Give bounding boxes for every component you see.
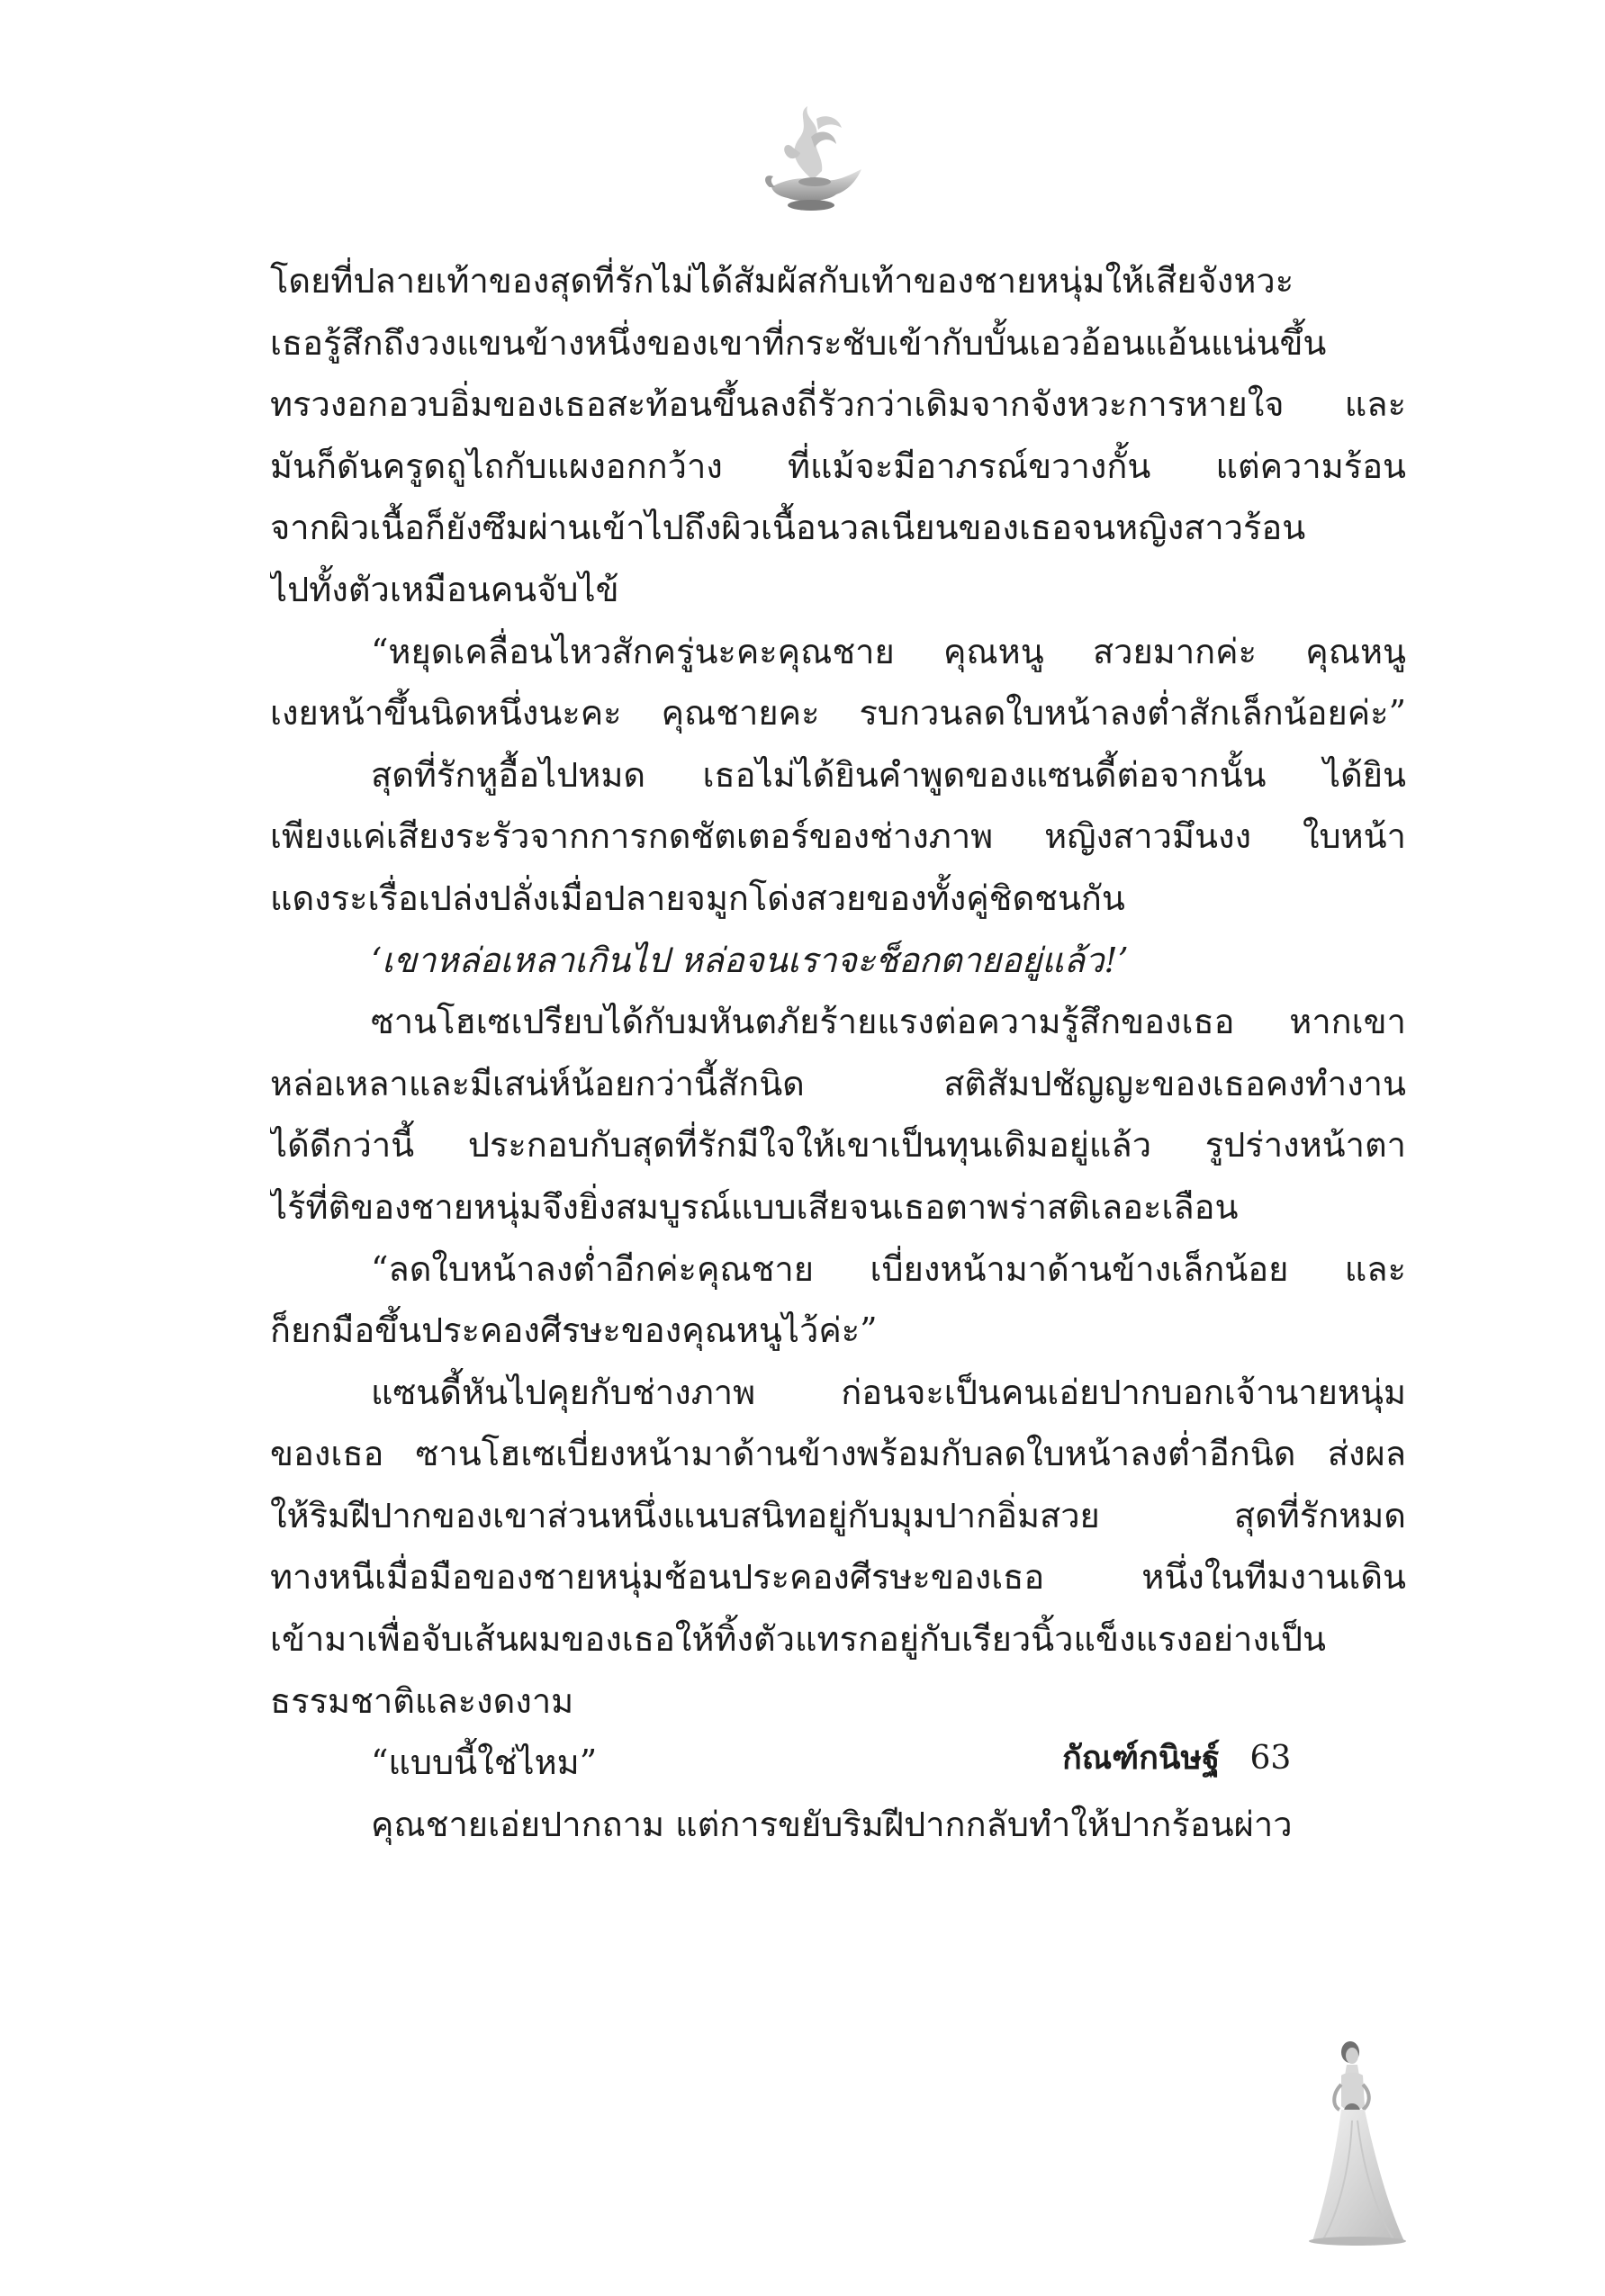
text-line: ทรวงอกอวบอิ่มของเธอสะท้อนขึ้นลงถี่รัวกว่าเดิมจากจังหวะการหายใจ และ — [270, 384, 1406, 425]
chapter-body — [270, 250, 1406, 1855]
text-line: แซนดี้หันไปคุยกับช่างภาพ ก่อนจะเป็นคนเอ่ยปากบอกเจ้านายหนุ่ม — [371, 1372, 1406, 1412]
text-line: หล่อเหลาและมีเสน่ห์น้อยกว่านี้สักนิด สติสัมปชัญญะของเธอคงทำงาน — [270, 1063, 1406, 1103]
text-line: โดยที่ปลายเท้าของสุดที่รักไม่ได้สัมผัสกับเท้าของชายหนุ่มให้เสียจังหวะ — [270, 261, 1294, 301]
text-line: เข้ามาเพื่อจับเส้นผมของเธอให้ทิ้งตัวแทรกอยู่กับเรียวนิ้วแข็งแรงอย่างเป็น — [270, 1619, 1327, 1660]
text-line: ทางหนีเมื่อมือของชายหนุ่มช้อนประคองศีรษะของเธอ หนึ่งในทีมงานเดิน — [270, 1557, 1406, 1598]
bride-figure-icon — [1305, 2034, 1406, 2246]
inner-thought-line: ‘เขาหล่อเหลาเกินไป หล่อจนเราจะช็อกตายอยู่แล้ว!’ — [371, 940, 1129, 980]
text-line: เธอรู้สึกถึงวงแขนข้างหนึ่งของเขาที่กระชับเข้ากับบั้นเอวอ้อนแอ้นแน่นขึ้น — [270, 322, 1327, 363]
dialogue-line: “แบบนี้ใช่ไหม” — [371, 1742, 598, 1783]
text-line: จากผิวเนื้อก็ยังซึมผ่านเข้าไปถึงผิวเนื้อนวลเนียนของเธอจนหญิงสาวร้อน — [270, 508, 1306, 548]
text-line: ไร้ที่ติของชายหนุ่มจึงยิ่งสมบูรณ์แบบเสียจนเธอตาพร่าสติเลอะเลือน — [270, 1186, 1239, 1227]
text-line: เพียงแค่เสียงระรัวจากการกดชัตเตอร์ของช่างภาพ หญิงสาวมึนงง ใบหน้า — [270, 816, 1406, 857]
text-line: ไปทั้งตัวเหมือนคนจับไข้ — [270, 569, 619, 609]
book-title: กัณฑ์กนิษฐ์ — [1062, 1740, 1221, 1777]
page-footer — [1062, 1737, 1291, 1780]
text-line: ซานโฮเซเปรียบได้กับมหันตภัยร้ายแรงต่อความรู้สึกของเธอ หากเขา — [371, 1002, 1406, 1042]
text-line: ของเธอ ซานโฮเซเบี่ยงหน้ามาด้านข้างพร้อมกับลดใบหน้าลงต่ำอีกนิด ส่งผล — [270, 1434, 1406, 1474]
text-line: มันก็ดันครูดถูไถกับแผงอกกว้าง ที่แม้จะมีอาภรณ์ขวางกั้น แต่ความร้อน — [270, 446, 1406, 486]
text-line: ให้ริมฝีปากของเขาส่วนหนึ่งแนบสนิทอยู่กับมุมปากอิ่มสวย สุดที่รักหมด — [270, 1495, 1406, 1535]
text-line: ธรรมชาติและงดงาม — [270, 1680, 574, 1721]
text-line: แดงระเรื่อเปล่งปลั่งเมื่อปลายจมูกโด่งสวยของทั้งคู่ชิดชนกัน — [270, 878, 1125, 918]
text-line: คุณชายเอ่ยปากถาม แต่การขยับริมฝีปากกลับทำให้ปากร้อนผ่าว — [371, 1804, 1293, 1844]
page-number: 63 — [1249, 1740, 1292, 1777]
genie-lamp-icon — [761, 101, 870, 221]
dialogue-line: ก็ยกมือขึ้นประคองศีรษะของคุณหนูไว้ค่ะ” — [270, 1310, 878, 1351]
dialogue-line: เงยหน้าขึ้นนิดหนึ่งนะคะ คุณชายคะ รบกวนลดใบหน้าลงต่ำสักเล็กน้อยค่ะ” — [270, 693, 1406, 734]
text-line: สุดที่รักหูอื้อไปหมด เธอไม่ได้ยินคำพูดของแซนดี้ต่อจากนั้น ได้ยิน — [371, 754, 1406, 795]
text-line: ได้ดีกว่านี้ ประกอบกับสุดที่รักมีใจให้เขาเป็นทุนเดิมอยู่แล้ว รูปร่างหน้าตา — [270, 1125, 1406, 1166]
dialogue-line: “ลดใบหน้าลงต่ำอีกค่ะคุณชาย เบี่ยงหน้ามาด้านข้างเล็กน้อย และ — [371, 1248, 1406, 1289]
dialogue-line: “หยุดเคลื่อนไหวสักครู่นะคะคุณชาย คุณหนู สวยมากค่ะ คุณหนู — [371, 631, 1406, 671]
